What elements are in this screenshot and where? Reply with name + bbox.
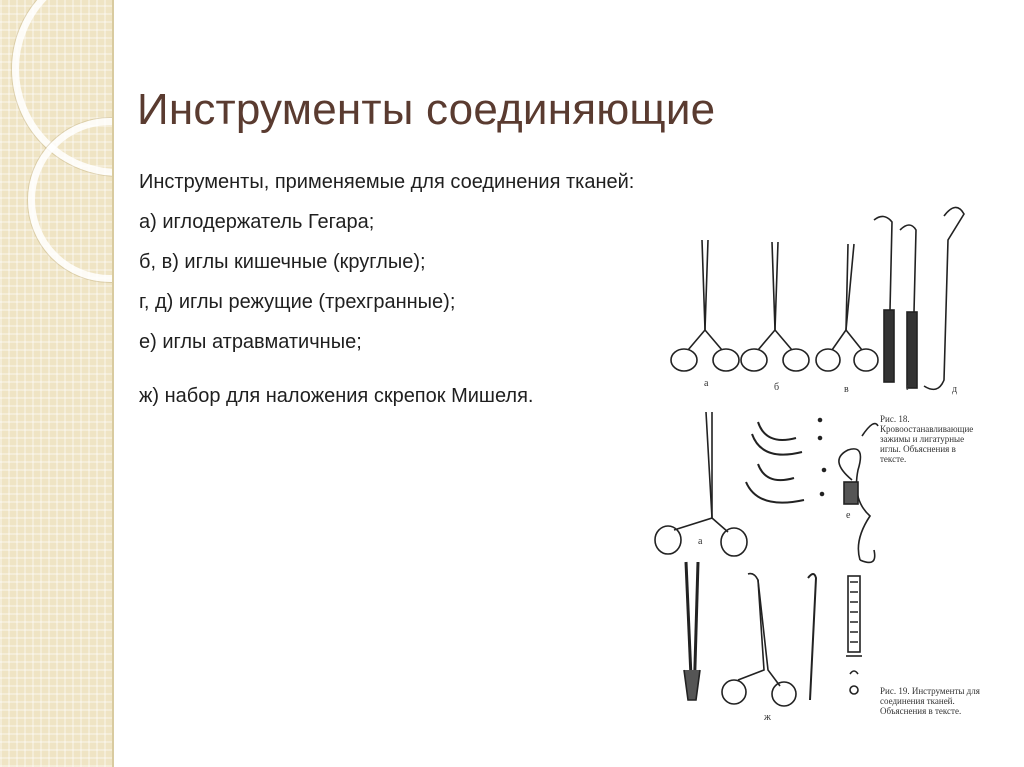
needle-icon: [746, 422, 804, 503]
panel-divider: [112, 0, 114, 767]
hook-icon: [924, 207, 964, 389]
decorative-side-panel: [0, 0, 112, 767]
clamp-icon: [671, 240, 739, 371]
clip-applier-icon: [846, 576, 862, 694]
figure-caption-18: Рис. 18. Кровоостанавливающие зажимы и лигатурные иглы. Объяснения в тексте.: [880, 414, 974, 464]
forceps-icon: [684, 562, 700, 700]
instruments-illustration: [648, 200, 984, 748]
figure-letter: в: [844, 384, 849, 395]
body-line: ж) набор для наложения скрепок Мишеля.: [139, 385, 534, 407]
figure-letter: а: [698, 536, 703, 547]
needle-holder-icon: [655, 412, 747, 556]
instruments-drawing: [648, 200, 984, 748]
atraumatic-needle-icon: [839, 424, 878, 563]
figure-letter: е: [846, 510, 851, 521]
figure-letter: г: [906, 382, 911, 393]
slide-title: Инструменты соединяющие: [137, 85, 716, 135]
hook-icon: [900, 225, 917, 388]
body-line: а) иглодержатель Гегара;: [139, 211, 375, 233]
clamp-icon: [741, 242, 809, 371]
body-line: б, в) иглы кишечные (круглые);: [139, 251, 426, 273]
body-line: г, д) иглы режущие (трехгранные);: [139, 291, 456, 313]
body-line: е) иглы атравматичные;: [139, 331, 362, 353]
body-line: Инструменты, применяемые для соединения тканей:: [139, 171, 635, 193]
scissors-icon: [722, 574, 796, 706]
figure-caption-19: Рис. 19. Инструменты для соединения тканей. Объяснения в тексте.: [880, 686, 980, 716]
figure-letter: ж: [764, 712, 771, 723]
figure-letter: б: [774, 382, 780, 393]
dots-icon: [819, 419, 826, 496]
figure-letter: а: [704, 378, 709, 389]
probe-icon: [808, 574, 816, 700]
clamp-icon: [816, 244, 878, 371]
figure-letter: д: [952, 384, 958, 395]
slide-body: [139, 168, 699, 422]
